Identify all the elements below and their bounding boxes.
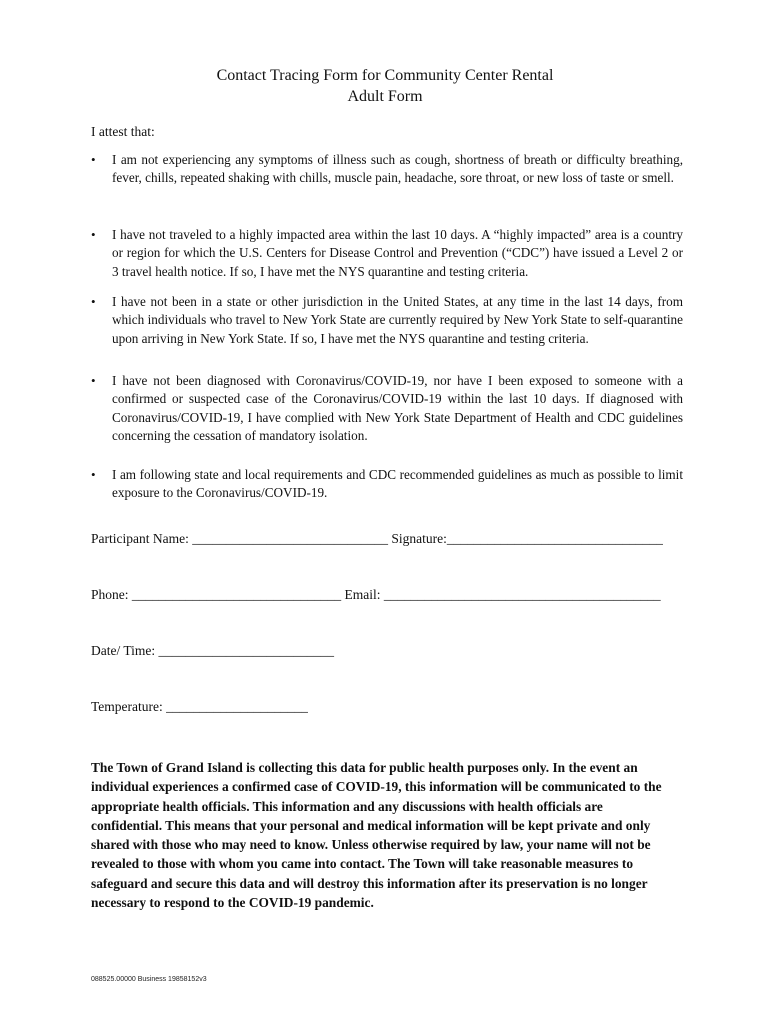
temperature-field[interactable]: Temperature: _____________________ [91, 699, 308, 714]
attestation-text: I have not been diagnosed with Coronavirus/COVID-19, nor have I been exposed to someone with a confirmed or suspected case of the Coronavirus/COVID-19 within the last 10 days. If diagnosed with Coronavirus/COVID-19, I have complied with New York State Department of Health and CDC guidelines concerning the cessation of mandatory isolation. [112, 373, 683, 444]
email-field[interactable]: Email: _________________________________________ [344, 587, 661, 602]
attestation-item [91, 226, 683, 281]
phone-email-row [91, 587, 661, 603]
attestation-text: I am not experiencing any symptoms of illness such as cough, shortness of breath or difficulty breathing, fever, chills, repeated shaking with chills, muscle pain, headache, sore throat, or new loss of taste or smell. [112, 152, 683, 186]
temperature-row [91, 699, 308, 715]
attestation-text: I have not traveled to a highly impacted area within the last 10 days. A “highly impacted” area is a country or region for which the U.S. Centers for Disease Control and Prevention (“CDC”) have issued a Level 2 or 3 travel health notice. If so, I have met the NYS quarantine and testing criteria. [112, 227, 683, 279]
form-title: Contact Tracing Form for Community Center Rental [216, 67, 554, 84]
phone-field[interactable]: Phone: _______________________________ [91, 587, 342, 602]
date-time-row [91, 643, 334, 659]
attestation-item [91, 372, 683, 446]
bullet-icon: • [91, 294, 96, 309]
bullet-icon: • [91, 227, 96, 242]
form-subtitle: Adult Form [347, 88, 423, 105]
attestation-text: I am following state and local requirements and CDC recommended guidelines as much as possible to limit exposure to the Coronavirus/COVID-19. [112, 467, 683, 501]
bullet-icon: • [91, 467, 96, 482]
document-footer: 088525.00000 Business 19858152v3 [91, 976, 207, 983]
participant-name-field[interactable]: Participant Name: _____________________________ [91, 531, 388, 546]
bullet-icon: • [91, 373, 96, 388]
bullet-icon: • [91, 152, 96, 167]
signature-field[interactable]: Signature:________________________________ [391, 531, 663, 546]
name-signature-row [91, 531, 663, 547]
attestation-item [91, 151, 683, 188]
attest-intro: I attest that: [91, 124, 155, 139]
privacy-notice: The Town of Grand Island is collecting this data for public health purposes only. In the event an individual experiences a confirmed case of COVID-19, this information will be communicated to the appropriate health officials. This information and any discussions with health officials are confidential. This means that your personal and medical information will be kept private and only shared with those who may need to know. Unless otherwise required by law, your name will not be revealed to those with whom you came into contact. The Town will take reasonable measures to safeguard and secure this data and will destroy this information after its preservation is no longer necessary to respond to the COVID-19 pandemic. [91, 760, 662, 911]
attestation-item [91, 466, 683, 503]
attestation-text: I have not been in a state or other jurisdiction in the United States, at any time in the last 14 days, from which individuals who travel to New York State are currently required by New York State to self-quarantine upon arriving in New York State. If so, I have met the NYS quarantine and testing criteria. [112, 294, 683, 346]
attestation-item [91, 293, 683, 348]
date-time-field[interactable]: Date/ Time: __________________________ [91, 643, 335, 658]
